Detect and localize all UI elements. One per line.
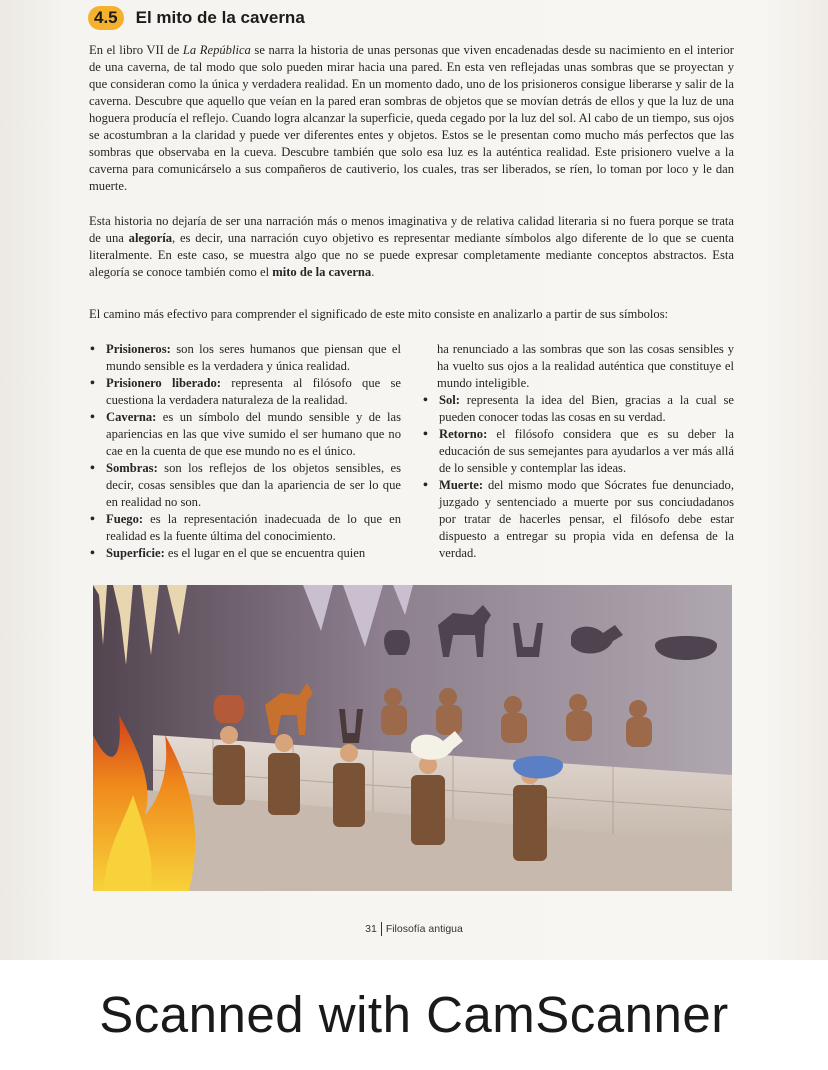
section-heading — [88, 6, 305, 30]
list-item-continuation: ha renunciado a las sombras que son las cosas sensibles y ha vuelto sus ojos a la realidad auténtica que constituye el mundo inteligible. — [437, 342, 734, 390]
list-item: • Sombras: son los reflejos de los objetos sensibles, es decir, cosas sensibles que dan la apariencia de ser lo que en realidad no son. — [88, 460, 401, 511]
list-item: • Sol: representa la idea del Bien, gracias a la cual se pueden conocer todas las cosas en su verdad. — [421, 392, 734, 426]
symbols-column-right — [421, 341, 734, 562]
cave-illustration — [93, 585, 732, 891]
scanner-watermark: Scanned with CamScanner — [99, 986, 729, 1043]
section-title: El mito de la caverna — [135, 8, 305, 27]
list-item: • Prisioneros: son los seres humanos que piensan que el mundo sensible es la verdadera y única realidad. — [88, 341, 401, 375]
list-item: • Muerte: del mismo modo que Sócrates fue denunciado, juzgado y sentenciado a muerte por sus conciudadanos por tratar de hacerles pensar, el filósofo debe estar dispuesto a entregar su propia vida en defensa de la verdad. — [421, 477, 734, 562]
list-item: • Prisionero liberado: representa al filósofo que se cuestiona la verdadera naturaleza de la realidad. — [88, 375, 401, 409]
page-number: 31 — [365, 922, 377, 935]
paragraph-intro-symbols: El camino más efectivo para comprender el significado de este mito consiste en analizarlo a partir de sus símbolos: — [89, 307, 669, 321]
shadow-vase — [384, 630, 410, 655]
term-allegory: alegoría — [128, 231, 173, 245]
list-item: • Fuego: es la representación inadecuada de lo que en realidad es la fuente última del conocimiento. — [88, 511, 401, 545]
carried-vase — [214, 695, 245, 723]
list-item: • Retorno: el filósofo considera que es su deber la educación de sus semejantes para ayudarlos a ver más allá de lo sensible y contemplar las ideas. — [421, 426, 734, 477]
section-number-badge: 4.5 — [88, 6, 124, 30]
list-item: • Caverna: es un símbolo del mundo sensible y de las apariencias en las que vive sumido el ser humano que no cae en la cuenta de que ese mundo no es el único. — [88, 409, 401, 460]
book-section-label: Filosofía antigua — [385, 922, 463, 935]
term-myth: mito de la caverna — [272, 265, 372, 279]
list-item: • Superficie: es el lugar en el que se encuentra quien — [88, 545, 401, 562]
work-title: La República — [182, 43, 251, 57]
footer-divider — [381, 922, 382, 936]
symbols-column-left — [88, 341, 401, 562]
paragraph-story: En el libro VII de La República se narra la historia de unas personas que viven encadenadas desde su nacimiento en el interior de una caverna, de tal modo que solo pueden mirar hacia una pared. En esta ven reflejadas unas sombras que se proyectan y que consideran como la única y verdadera realidad. En un momento dado, uno de los prisioneros consigue liberarse y salir de la caverna. Descubre que aquello que veían en la pared eran sombras de objetos que se movían detrás de ellos y que la luz de una hoguera producía el reflejo. Cuando logra alcanzar la superficie, queda cegado por la luz del sol. Al cabo de un tiempo, sus ojos se acostumbran a la claridad y puede ver diferentes entes y objetos. Estos se le presentan como mucho más perfectos que las sombras que observaba en la cueva. Descubre también que solo esa luz es la auténtica realidad. Este prisionero vuelve a la caverna para comunicárselo a sus compañeros de cautiverio, los cuales, tras ser liberados, se ríen, lo toman por loco y le dan muerte. — [89, 43, 734, 193]
paragraph-allegory: Esta historia no dejaría de ser una narración más o menos imaginativa y de relativa calidad literaria si no fuera porque se trata de una alegoría, es decir, una narración cuyo objetivo es representar mediante símbolos algo diferente de lo que se cuenta literalmente. En este caso, se muestra algo que no se puede expresar completamente mediante conceptos abstractos. Esta alegoría se conoce también como el mito de la caverna. — [89, 214, 734, 279]
page-footer — [0, 922, 828, 936]
